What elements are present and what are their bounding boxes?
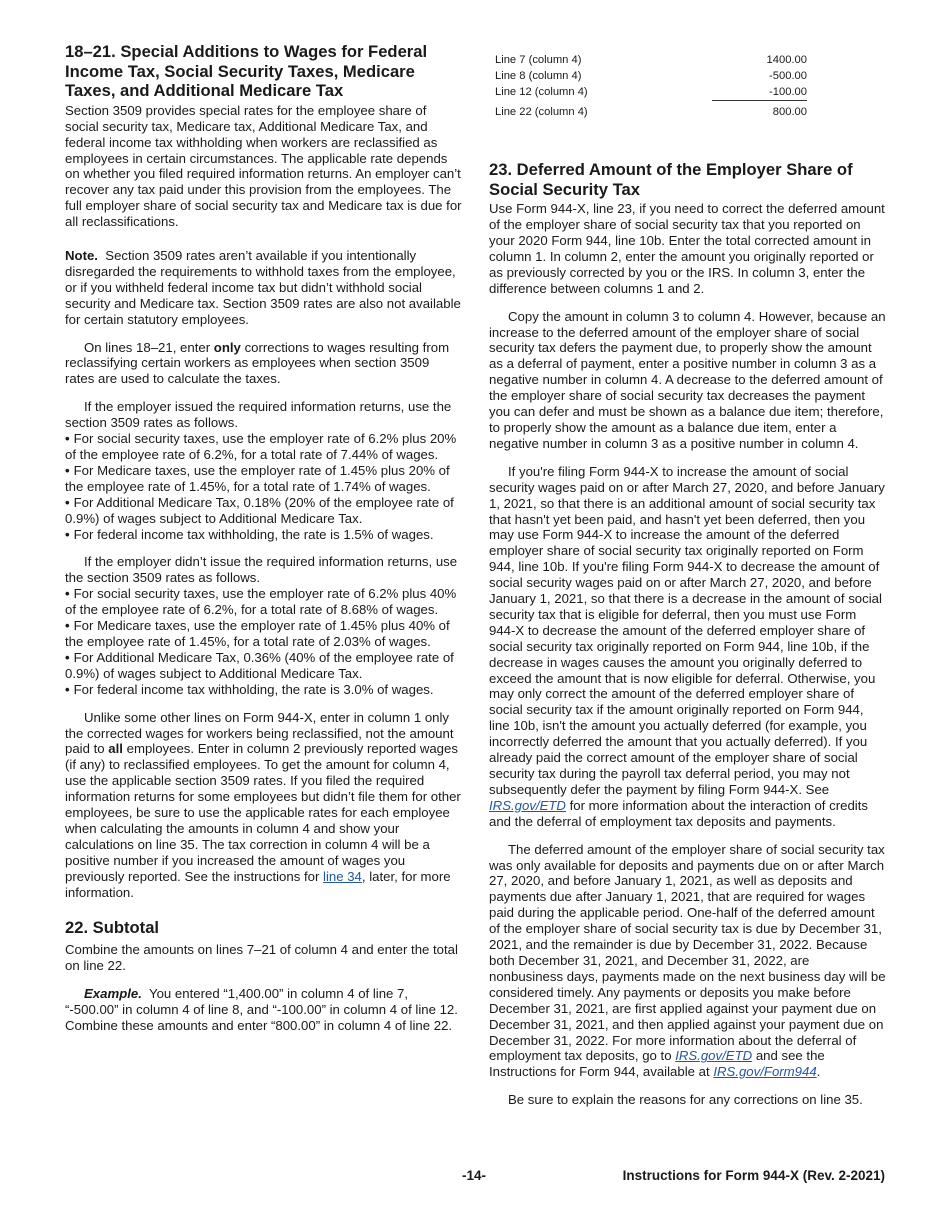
line-34-link[interactable]: line 34	[323, 868, 362, 884]
list-item: • For social security taxes, use the employer rate of 6.2% plus 20% of the employee rate of 6.2%, for a total rate of 7.44% of wages.	[65, 431, 457, 462]
table-row: Line 12 (column 4) -100.00	[495, 84, 807, 101]
table-row: Line 7 (column 4) 1400.00	[495, 54, 807, 66]
table-row-total: Line 22 (column 4) 800.00	[495, 105, 807, 118]
paragraph-line-23-use: Use Form 944-X, line 23, if you need to correct the deferred amount of the employer share of social security tax that you reported on your 2020 Form 944, line 10b. Enter the total corrected amount in column 1. In column 2, enter the amount you originally reported or as previously corrected by you or the IRS. In column 3, enter the difference between columns 1 and 2.	[489, 201, 885, 296]
paragraph-explain-reasons: Be sure to explain the reasons for any corrections on line 35.	[508, 1092, 863, 1108]
page-footer	[0, 1168, 950, 1188]
left-column	[65, 42, 462, 1046]
paragraph-issued-returns: If the employer issued the required information returns, use the section 3509 rates as follows.	[65, 399, 452, 431]
example-paragraph	[65, 986, 462, 1034]
paragraph-lines-18-21: On lines 18–21, enter only corrections to wages resulting from reclassifying certain workers as employees when section 3509 rates are used to calculate the taxes.	[65, 339, 450, 387]
paragraph-not-issued-returns: If the employer didn’t issue the required information returns, use the section 3509 rates as follows.	[65, 554, 458, 586]
note-paragraph	[65, 248, 462, 328]
list-item: • For social security taxes, use the employer rate of 6.2% plus 40% of the employee rate of 6.2%, for a total rate of 8.68% of wages.	[65, 586, 457, 618]
right-column	[489, 46, 886, 1120]
emphasis-all: all	[108, 741, 123, 757]
example-table	[495, 52, 807, 120]
paragraph-filing-increase: If you're filing Form 944-X to increase the amount of social security wages paid on or after March 27, 2020, and before January 1, 2021, so that there is an additional amount of social security tax that hasn't yet been paid, and hasn't yet been deferred, then you may use Form 944-X to increase the amount of the deferred employer share of social security tax originally reported on Form 944, line 10b. If you're filing Form 944-X to decrease the amount of social security wages paid on or after March 27, 2020, and before January 1, 2021, so that there is a decrease in the amount of social security tax that is eligible for deferral, then you must use Form 944-X to decrease the amount of the deferred employer share of social security tax originally reported on Form 944, line 10b, if the decrease in wages causes the amount you originally deferred to exceed the amount that is now eligible for deferral. Otherwise, you may only correct the amount of the deferred employer share of social security tax if the amount originally reported on Form 944, line 10b, isn't the amount you actually deferred (for example, you incorrectly deferred the amount that you actually deferred). If you already paid the correct amount of the employer share of social security tax during the payroll tax deferral period, you may not subsequently defer the payment by filing Form 944-X. See IRS.gov/ETD for more information about the interaction of credits and the deferral of employment tax deposits and payments.	[489, 463, 885, 829]
paragraph-copy-column-3: Copy the amount in column 3 to column 4. However, because an increase to the deferred amount of the employer share of social security tax defers the payment due, to properly show the amount as a deferral of payment, enter a positive number in column 3 as a negative number in column 4. A decrease to the deferred amount of the employer share of social security tax decreases the payment you can defer and must be shown as a balance due item; therefore, to properly show the amount as a balance due item, enter a negative number in column 3 as a positive number in column 4.	[489, 308, 886, 451]
section-heading-23: 23. Deferred Amount of the Employer Share of Social Security Tax	[489, 160, 853, 199]
paragraph-subtotal: Combine the amounts on lines 7–21 of column 4 and enter the total on line 22.	[65, 942, 458, 973]
emphasis-only: only	[213, 339, 241, 355]
list-item: • For Medicare taxes, use the employer rate of 1.45% plus 20% of the employee rate of 1.45%, for a total rate of 1.74% of wages.	[65, 462, 450, 494]
list-item: • For Additional Medicare Tax, 0.18% (20% of the employee rate of 0.9%) of wages subject to Additional Medicare Tax.	[65, 494, 454, 526]
paragraph-section-3509: Section 3509 provides special rates for the employee share of social security tax, Medicare tax, Additional Medicare Tax, and federal income tax withholding when workers are reclassified as employees in certain circumstances. The applicable rate depends on whether you filed required information returns. An employer can’t recover any tax paid under this provision from the employees. The full employer share of social security tax and Medicare tax is due for all reclassifications.	[65, 102, 462, 230]
section-heading-18-21: 18–21. Special Additions to Wages for Federal Income Tax, Social Security Taxes, Medicare Taxes, and Additional Medicare Tax	[65, 42, 428, 101]
list-item: • For federal income tax withholding, the rate is 1.5% of wages.	[65, 526, 434, 542]
irs-form944-link[interactable]: IRS.gov/Form944	[713, 1064, 817, 1080]
table-row: Line 8 (column 4) -500.00	[495, 70, 807, 82]
rates-list-issued	[65, 431, 462, 542]
note-text: Section 3509 rates aren’t available if you intentionally disregarded the requirements to withhold taxes from the employee, or if you withheld federal income tax but didn’t withhold social security and Medicare tax. Section 3509 rates are also not available for certain statutory employees.	[65, 248, 461, 327]
note-label: Note.	[65, 248, 98, 264]
example-label: Example.	[84, 985, 142, 1001]
list-item: • For Medicare taxes, use the employer rate of 1.45% plus 40% of the employee rate of 1.45%, for a total rate of 2.03% of wages.	[65, 618, 450, 649]
example-text: You entered “1,400.00” in column 4 of line 7, “-500.00” in column 4 of line 8, and “-100.00” in column 4 of line 12. Combine these amounts and enter “800.00” in column 4 of line 22.	[65, 985, 458, 1033]
rates-list-not-issued	[65, 586, 462, 697]
paragraph-deferred-amount: The deferred amount of the employer share of social security tax was only available for deposits and payments due on or after March 27, 2020, and before January 1, 2021, as well as deposits and payments due after January 1, 2021, that are required for wages paid during the applicable period. One-half of the deferred amount of the employer share of social security tax is due by December 31, 2021, and the remainder is due by December 31, 2022. Because both December 31, 2021, and December 31, 2022, are nonbusiness days, payments made on the next business day will be considered timely. Any payments or deposits you make before December 31, 2021, are first applied against your payment due on December 31, 2021, and then applied against your payment due on December 31, 2022. For more information about the deferral of employment tax deposits, go to IRS.gov/ETD and see the Instructions for Form 944, available at IRS.gov/Form944.	[489, 841, 886, 1080]
paragraph-column-1: Unlike some other lines on Form 944-X, enter in column 1 only the corrected wages for workers being reclassified, not the amount paid to all employees. Enter in column 2 previously reported wages (if any) to reclassified employees. To get the amount for column 4, use the applicable section 3509 rates. If you filed the required information returns for some employees but didn’t file them for other employees, be sure to use the applicable rates for each employee when calculating the amounts in column 4 and show your calculations on line 35. The tax correction in column 4 will be a positive number if you increased the amount of wages you previously reported. See the instructions for line 34, later, for more information.	[65, 709, 461, 900]
irs-etd-link[interactable]: IRS.gov/ETD	[489, 797, 566, 813]
irs-etd-link-2[interactable]: IRS.gov/ETD	[675, 1048, 753, 1064]
list-item: • For federal income tax withholding, the rate is 3.0% of wages.	[65, 681, 434, 697]
section-heading-22: 22. Subtotal	[65, 918, 160, 938]
form-reference: Instructions for Form 944-X (Rev. 2-2021)	[622, 1168, 885, 1183]
list-item: • For Additional Medicare Tax, 0.36% (40% of the employee rate of 0.9%) of wages subject to Additional Medicare Tax.	[65, 649, 454, 681]
page-number: -14-	[462, 1168, 487, 1183]
